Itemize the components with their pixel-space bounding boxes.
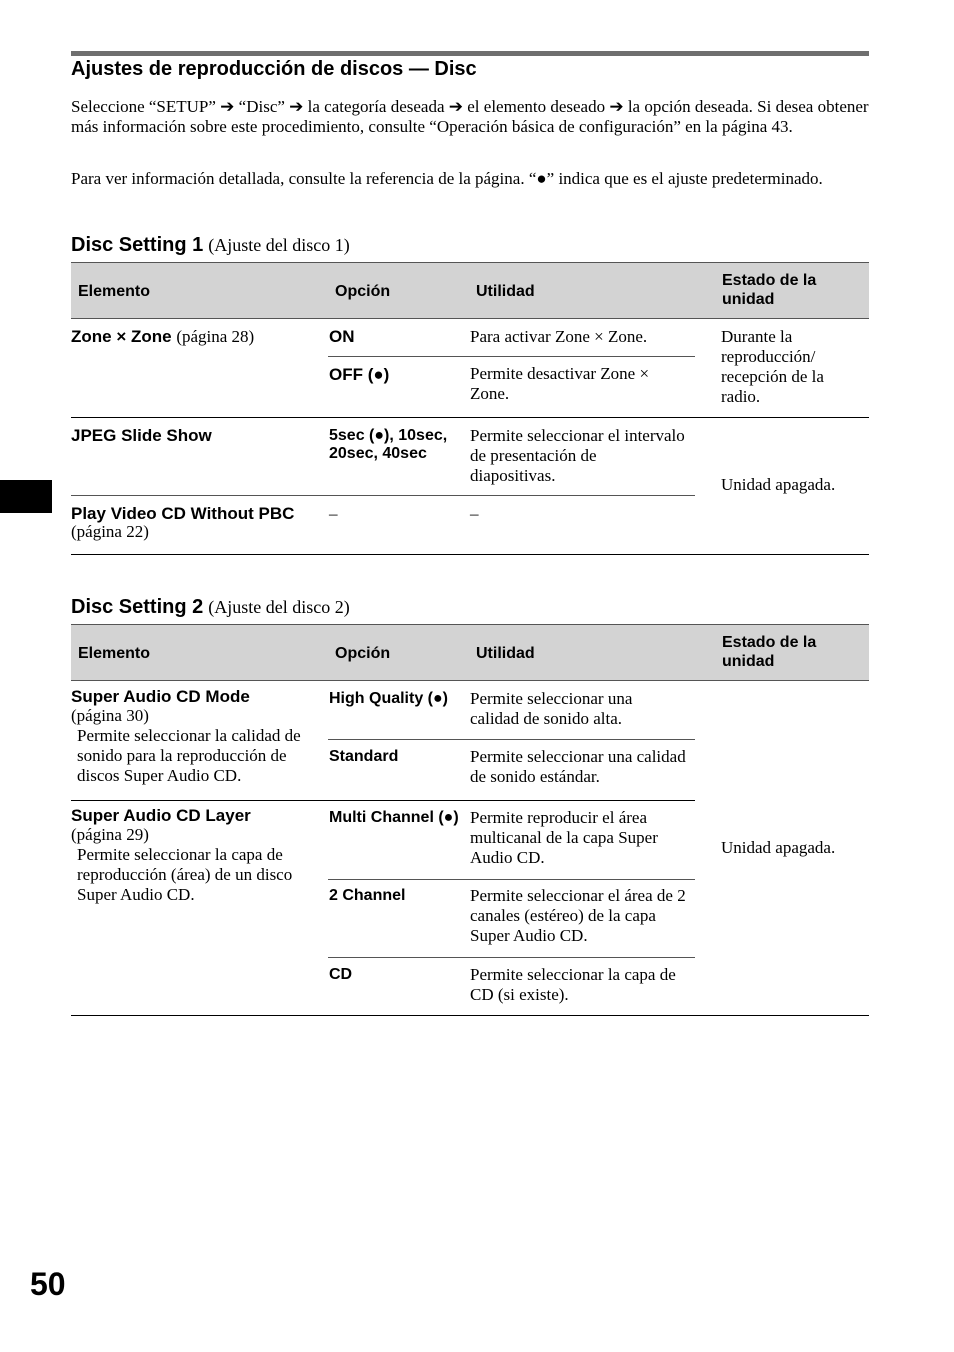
- item-name: Zone × Zone: [71, 327, 172, 346]
- table-row-zone-item: [71, 328, 321, 346]
- option-off: OFF (●): [329, 365, 390, 384]
- section-title: Ajustes de reproducción de discos — Disc: [71, 58, 477, 80]
- utility-off: Permite desactivar Zone × Zone.: [470, 364, 650, 403]
- disc-setting-2-table: [71, 624, 869, 1017]
- item-name: Super Audio CD Layer: [71, 806, 251, 825]
- table1-heading-bold: Disc Setting 1: [71, 234, 204, 256]
- page-ref: (página 28): [176, 327, 255, 346]
- disc-setting-1-table: [71, 262, 869, 555]
- item-description: Permite seleccionar la calidad de sonido para la reproducción de discos Super Audio CD.: [77, 726, 301, 785]
- table-row-jpeg-item: JPEG Slide Show: [71, 426, 212, 445]
- table-bottom-rule: [71, 1015, 869, 1016]
- row-divider: [328, 879, 695, 880]
- table-row-sacd-mode-item: [71, 688, 321, 786]
- row-divider: [328, 957, 695, 958]
- header-estado: Estado de la unidad: [722, 634, 817, 670]
- row-divider: [71, 495, 695, 496]
- header-utilidad: Utilidad: [476, 645, 535, 662]
- page-ref: (página 30): [71, 706, 149, 725]
- table2-heading: [71, 596, 350, 619]
- intro-paragraph: Seleccione “SETUP” ➔ “Disc” ➔ la categoría deseada ➔ el elemento deseado ➔ la opción deseada. Si desea obtener más información sobre este procedimiento, consulte “Operación básica de configuración” en la página 43.: [71, 97, 869, 136]
- default-note-paragraph: Para ver información detallada, consulte la referencia de la página. “●” indica que es el ajuste predeterminado.: [71, 169, 823, 188]
- top-rule: [71, 51, 869, 56]
- state-unidad-apagada: Unidad apagada.: [721, 475, 836, 494]
- item-name: Super Audio CD Mode: [71, 687, 250, 706]
- option-cd: CD: [329, 966, 353, 983]
- option-2-channel: 2 Channel: [329, 887, 406, 904]
- state-unidad-apagada: Unidad apagada.: [721, 838, 836, 857]
- option-standard: Standard: [329, 748, 399, 765]
- option-on: ON: [329, 327, 355, 346]
- header-opcion: Opción: [335, 283, 391, 300]
- item-name: Play Video CD Without PBC: [71, 504, 295, 523]
- option-jpeg-interval: 5sec (●), 10sec, 20sec, 40sec: [329, 427, 448, 462]
- table-header-row: [71, 624, 869, 681]
- utility-standard: Permite seleccionar una calidad de sonido estándar.: [470, 747, 686, 786]
- row-divider: [71, 800, 695, 801]
- page-number: 50: [30, 1266, 66, 1302]
- utility-high-quality: Permite seleccionar una calidad de sonido alta.: [470, 689, 633, 728]
- table-header-row: [71, 262, 869, 319]
- option-vcd: –: [329, 504, 338, 523]
- item-description: Permite seleccionar la capa de reproducción (área) de un disco Super Audio CD.: [77, 845, 293, 904]
- header-opcion: Opción: [335, 645, 391, 662]
- page-ref: (página 29): [71, 825, 149, 844]
- header-elemento: Elemento: [78, 283, 151, 300]
- state-zone: Durante la reproducción/ recepción de la radio.: [721, 327, 824, 406]
- option-multi-channel: Multi Channel (●): [329, 809, 459, 826]
- table1-heading-normal: (Ajuste del disco 1): [208, 235, 350, 255]
- header-estado: Estado de la unidad: [722, 272, 817, 308]
- table2-heading-bold: Disc Setting 2: [71, 596, 204, 618]
- utility-jpeg: Permite seleccionar el intervalo de presentación de diapositivas.: [470, 426, 685, 485]
- row-divider: [328, 739, 695, 740]
- utility-multi-channel: Permite reproducir el área multicanal de la capa Super Audio CD.: [470, 808, 658, 867]
- table-row-sacd-layer-item: [71, 807, 321, 905]
- row-divider: [328, 356, 695, 357]
- utility-vcd: –: [470, 504, 479, 523]
- table1-heading: [71, 234, 350, 257]
- section-tab-marker: [0, 480, 52, 513]
- utility-cd: Permite seleccionar la capa de CD (si existe).: [470, 965, 676, 1004]
- header-utilidad: Utilidad: [476, 283, 535, 300]
- option-high-quality: High Quality (●): [329, 690, 448, 707]
- utility-on: Para activar Zone × Zone.: [470, 327, 648, 346]
- table2-heading-normal: (Ajuste del disco 2): [208, 597, 350, 617]
- page-ref: (página 22): [71, 522, 149, 541]
- table-bottom-rule: [71, 554, 869, 555]
- utility-2-channel: Permite seleccionar el área de 2 canales (estéreo) de la capa Super Audio CD.: [470, 886, 686, 945]
- table-row-vcd-item: [71, 505, 311, 541]
- row-divider: [71, 417, 869, 418]
- header-elemento: Elemento: [78, 645, 151, 662]
